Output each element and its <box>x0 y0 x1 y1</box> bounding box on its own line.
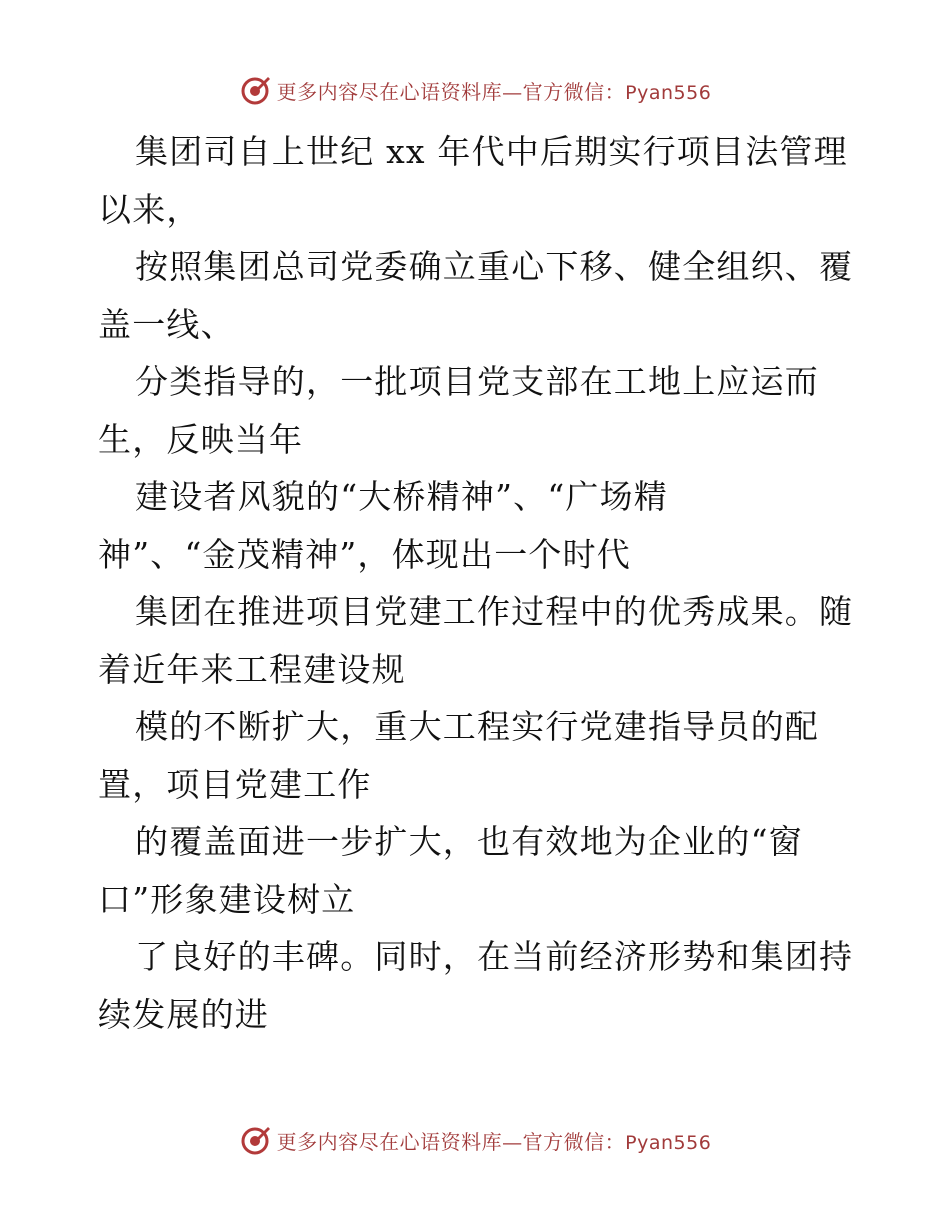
footer-wechat-handle: Pyan556 <box>625 1131 712 1154</box>
footer-banner-text: 更多内容尽在心语资料库—官方微信：Pyan556 <box>276 1129 712 1154</box>
body-line: 的覆盖面进一步扩大，也有效地为企业的“窗 <box>135 822 803 861</box>
body-line: 分类指导的，一批项目党支部在工地上应运而 <box>135 362 819 401</box>
body-line: 集团在推进项目党建工作过程中的优秀成果。随 <box>135 592 854 631</box>
body-line: 了良好的丰碑。同时，在当前经济形势和集团持 <box>135 937 854 976</box>
body-line: 生，反映当年 <box>98 419 304 459</box>
body-line: 盖一线、 <box>98 304 235 344</box>
body-line: 以来， <box>98 189 201 229</box>
body-line: 按照集团总司党委确立重心下移、健全组织、覆 <box>135 247 854 286</box>
header-wechat-handle: Pyan556 <box>625 81 712 104</box>
pen-circle-icon <box>239 74 271 106</box>
body-line: 模的不断扩大，重大工程实行党建指导员的配 <box>135 707 819 746</box>
document-body <box>98 123 858 1043</box>
body-line: 置，项目党建工作 <box>98 764 372 804</box>
body-line: 集团司自上世纪 xx 年代中后期实行项目法管理 <box>135 132 848 171</box>
body-line: 着近年来工程建设规 <box>98 649 406 689</box>
body-line: 建设者风貌的“大桥精神”、“广场精 <box>135 477 669 516</box>
header-banner-text: 更多内容尽在心语资料库—官方微信：Pyan556 <box>276 79 712 104</box>
page-header <box>0 70 950 110</box>
body-line: 神”、“金茂精神”，体现出一个时代 <box>98 534 632 574</box>
body-line: 续发展的进 <box>98 994 269 1034</box>
pen-circle-icon <box>239 1124 271 1156</box>
body-line: 口”形象建设树立 <box>98 879 356 919</box>
page-footer <box>0 1120 950 1160</box>
